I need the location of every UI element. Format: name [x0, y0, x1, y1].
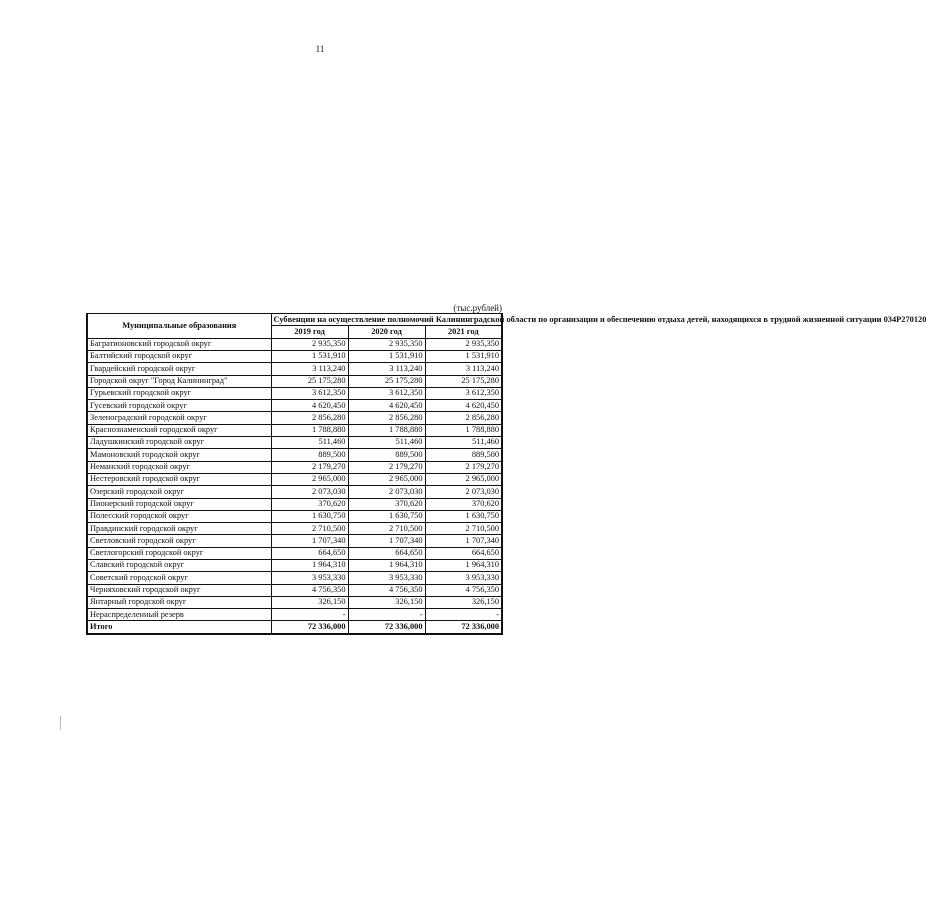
header-year-2020: 2020 год: [348, 326, 425, 338]
table-row: [87, 572, 502, 584]
value-2021: -: [425, 609, 502, 621]
table-row: [87, 535, 502, 547]
value-2021: 1 707,340: [425, 535, 502, 547]
value-2020: 3 113,240: [348, 363, 425, 375]
value-2020: 2 935,350: [348, 338, 425, 350]
municipality-name: Городской округ "Город Калининград": [87, 375, 271, 387]
value-2020: 25 175,280: [348, 375, 425, 387]
table-row: [87, 400, 502, 412]
value-2021: 1 788,880: [425, 424, 502, 436]
value-2019: 370,620: [271, 498, 348, 510]
municipality-name: Балтийский городской округ: [87, 350, 271, 362]
total-value-2021: 72 336,000: [425, 621, 502, 634]
value-2020: 4 620,450: [348, 400, 425, 412]
value-2020: 4 756,350: [348, 584, 425, 596]
value-2019: 2 179,270: [271, 461, 348, 473]
value-2021: 889,500: [425, 449, 502, 461]
municipality-name: Светлогорский городской округ: [87, 547, 271, 559]
value-2021: 511,460: [425, 437, 502, 449]
value-2019: -: [271, 609, 348, 621]
municipality-name: Нераспределенный резерв: [87, 609, 271, 621]
municipality-name: Гусевский городской округ: [87, 400, 271, 412]
total-value-2020: 72 336,000: [348, 621, 425, 634]
municipality-name: Нестеровский городской округ: [87, 473, 271, 485]
value-2021: 1 630,750: [425, 510, 502, 522]
units-note: (тыс.рублей): [453, 303, 502, 313]
value-2019: 25 175,280: [271, 375, 348, 387]
value-2019: 3 113,240: [271, 363, 348, 375]
value-2020: 1 788,880: [348, 424, 425, 436]
page-number: 11: [315, 44, 325, 54]
value-2020: 511,460: [348, 437, 425, 449]
value-2020: 1 707,340: [348, 535, 425, 547]
table-row: [87, 412, 502, 424]
value-2019: 4 620,450: [271, 400, 348, 412]
value-2020: 2 073,030: [348, 486, 425, 498]
value-2021: 25 175,280: [425, 375, 502, 387]
table-row: [87, 449, 502, 461]
value-2019: 889,500: [271, 449, 348, 461]
table-row: [87, 498, 502, 510]
total-label: Итого: [87, 621, 271, 634]
table-row: [87, 486, 502, 498]
subvention-table: [86, 313, 926, 635]
value-2021: 4 620,450: [425, 400, 502, 412]
value-2019: 4 756,350: [271, 584, 348, 596]
table-row: [87, 584, 502, 596]
municipality-name: Зеленоградский городской округ: [87, 412, 271, 424]
table-body: [87, 338, 502, 634]
value-2020: 1 531,910: [348, 350, 425, 362]
table-row: [87, 437, 502, 449]
value-2020: 1 630,750: [348, 510, 425, 522]
value-2019: 1 964,310: [271, 559, 348, 571]
value-2021: 1 964,310: [425, 559, 502, 571]
value-2021: 2 179,270: [425, 461, 502, 473]
value-2019: 2 965,000: [271, 473, 348, 485]
value-2021: 326,150: [425, 596, 502, 608]
table-row: [87, 350, 502, 362]
value-2020: 326,150: [348, 596, 425, 608]
header-year-2021: 2021 год: [425, 326, 502, 338]
header-subvention: Субвенции на осуществление полномочий Калининградской области по организации и обеспечению отдыха детей, находящихся в трудной жизненной ситуации 034Р270120: [271, 314, 502, 326]
table-row: [87, 559, 502, 571]
value-2020: 2 965,000: [348, 473, 425, 485]
table-row: [87, 424, 502, 436]
value-2021: 370,620: [425, 498, 502, 510]
value-2021: 2 710,500: [425, 523, 502, 535]
value-2019: 1 707,340: [271, 535, 348, 547]
municipality-name: Гурьевский городской округ: [87, 387, 271, 399]
municipality-name: Пионерский городской округ: [87, 498, 271, 510]
value-2020: 3 953,330: [348, 572, 425, 584]
value-2021: 2 856,280: [425, 412, 502, 424]
value-2020: 664,650: [348, 547, 425, 559]
municipality-name: Славский городской округ: [87, 559, 271, 571]
value-2019: 326,150: [271, 596, 348, 608]
value-2021: 3 612,350: [425, 387, 502, 399]
table-row: [87, 461, 502, 473]
municipality-name: Ладушкинский городской округ: [87, 437, 271, 449]
municipality-name: Мамоновский городской округ: [87, 449, 271, 461]
table-row: [87, 609, 502, 621]
table-row: [87, 510, 502, 522]
value-2020: 2 179,270: [348, 461, 425, 473]
table-row: [87, 363, 502, 375]
municipality-name: Краснознаменский городской округ: [87, 424, 271, 436]
municipality-name: Черняховский городской округ: [87, 584, 271, 596]
total-value-2019: 72 336,000: [271, 621, 348, 634]
value-2019: 1 630,750: [271, 510, 348, 522]
value-2019: 1 788,880: [271, 424, 348, 436]
value-2021: 1 531,910: [425, 350, 502, 362]
value-2019: 3 612,350: [271, 387, 348, 399]
municipality-name: Светловский городской округ: [87, 535, 271, 547]
value-2021: 664,650: [425, 547, 502, 559]
value-2021: 3 113,240: [425, 363, 502, 375]
municipality-name: Янтарный городской округ: [87, 596, 271, 608]
value-2021: 2 935,350: [425, 338, 502, 350]
municipality-name: Гвардейский городской округ: [87, 363, 271, 375]
value-2020: 1 964,310: [348, 559, 425, 571]
value-2021: 2 965,000: [425, 473, 502, 485]
table-row: [87, 387, 502, 399]
value-2019: 664,650: [271, 547, 348, 559]
value-2020: -: [348, 609, 425, 621]
value-2019: 3 953,330: [271, 572, 348, 584]
header-municipalities: Муниципальные образования: [87, 314, 271, 339]
municipality-name: Полесский городской округ: [87, 510, 271, 522]
table-row: [87, 596, 502, 608]
value-2021: 3 953,330: [425, 572, 502, 584]
value-2020: 2 856,280: [348, 412, 425, 424]
value-2021: 2 073,030: [425, 486, 502, 498]
value-2019: 511,460: [271, 437, 348, 449]
table-row: [87, 473, 502, 485]
total-row: [87, 621, 502, 634]
value-2019: 2 935,350: [271, 338, 348, 350]
table-row: [87, 547, 502, 559]
table-row: [87, 375, 502, 387]
value-2021: 4 756,350: [425, 584, 502, 596]
municipality-name: Неманский городской округ: [87, 461, 271, 473]
table-row: [87, 338, 502, 350]
table-row: [87, 523, 502, 535]
value-2019: 1 531,910: [271, 350, 348, 362]
municipality-name: Правдинский городской округ: [87, 523, 271, 535]
header-year-2019: 2019 год: [271, 326, 348, 338]
value-2020: 370,620: [348, 498, 425, 510]
value-2020: 3 612,350: [348, 387, 425, 399]
municipality-name: Озерский городской округ: [87, 486, 271, 498]
municipality-name: Советский городской округ: [87, 572, 271, 584]
value-2019: 2 710,500: [271, 523, 348, 535]
value-2020: 889,500: [348, 449, 425, 461]
value-2020: 2 710,500: [348, 523, 425, 535]
value-2019: 2 856,280: [271, 412, 348, 424]
municipality-name: Багратионовский городской округ: [87, 338, 271, 350]
margin-mark: [60, 716, 61, 730]
value-2019: 2 073,030: [271, 486, 348, 498]
